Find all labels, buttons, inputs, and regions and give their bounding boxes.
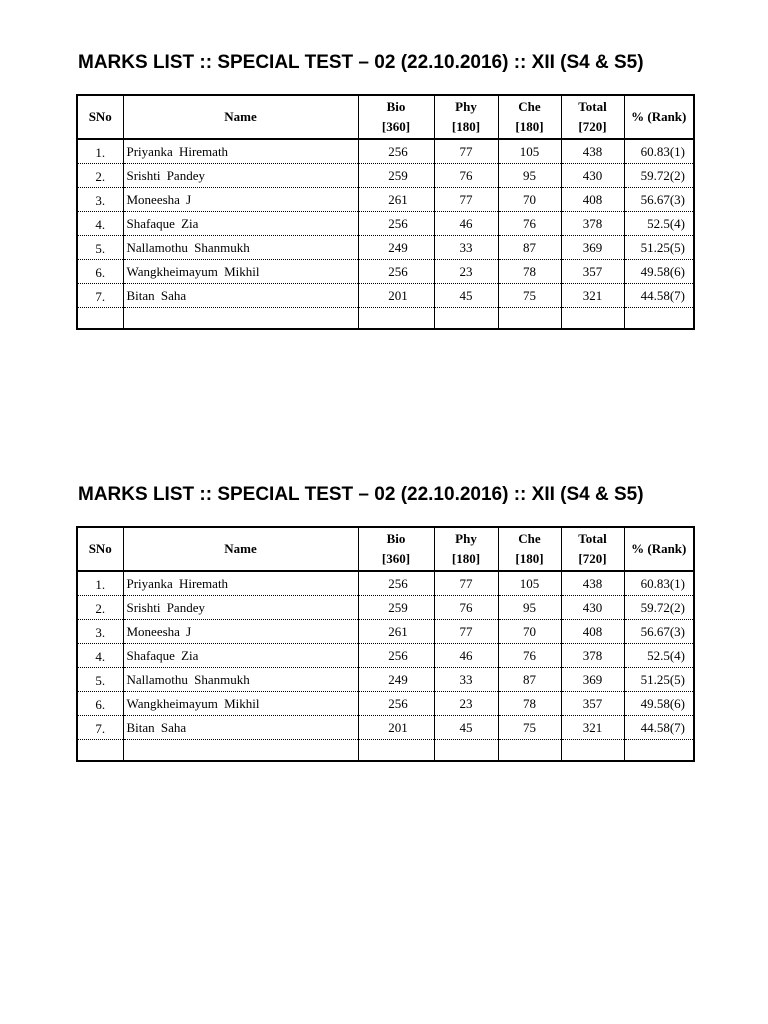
cell-pct-rank: 44.58(7) — [624, 716, 694, 740]
cell-name: Priyanka Hiremath — [123, 571, 358, 596]
table-row — [77, 716, 694, 740]
cell-phy: 45 — [434, 716, 498, 740]
cell-name: Srishti Pandey — [123, 164, 358, 188]
cell-total: 378 — [561, 212, 624, 236]
header-sno: SNo — [77, 527, 123, 571]
header-che: Che [180] — [498, 527, 561, 571]
cell-name: Shafaque Zia — [123, 212, 358, 236]
table-row — [77, 188, 694, 212]
cell-pct-rank: 56.67(3) — [624, 188, 694, 212]
cell-phy: 77 — [434, 620, 498, 644]
cell-total: 438 — [561, 571, 624, 596]
header-che: Che [180] — [498, 95, 561, 139]
cell-che: 75 — [498, 716, 561, 740]
header-total: Total [720] — [561, 95, 624, 139]
cell-phy: 45 — [434, 284, 498, 308]
table-row-blank — [77, 308, 694, 330]
table-row — [77, 212, 694, 236]
cell-total: 369 — [561, 668, 624, 692]
marks-list-block-1 — [76, 50, 693, 330]
cell-bio: 259 — [358, 596, 434, 620]
cell-phy: 77 — [434, 188, 498, 212]
cell-pct-rank: 44.58(7) — [624, 284, 694, 308]
cell-total: 430 — [561, 164, 624, 188]
cell-che: 70 — [498, 188, 561, 212]
cell-name: Priyanka Hiremath — [123, 139, 358, 164]
cell-phy: 46 — [434, 644, 498, 668]
cell-sno: 2. — [77, 596, 123, 620]
header-bio: Bio [360] — [358, 527, 434, 571]
cell-total: 430 — [561, 596, 624, 620]
header-phy: Phy [180] — [434, 527, 498, 571]
cell-sno: 7. — [77, 716, 123, 740]
cell-pct-rank: 52.5(4) — [624, 212, 694, 236]
cell-bio: 256 — [358, 139, 434, 164]
header-name: Name — [123, 95, 358, 139]
table-header-row — [77, 527, 694, 571]
header-pct-rank: % (Rank) — [624, 95, 694, 139]
cell-pct-rank: 52.5(4) — [624, 644, 694, 668]
cell-name: Moneesha J — [123, 188, 358, 212]
cell-pct-rank: 51.25(5) — [624, 668, 694, 692]
cell-bio: 261 — [358, 188, 434, 212]
header-sno: SNo — [77, 95, 123, 139]
cell-sno: 5. — [77, 668, 123, 692]
marks-table — [76, 526, 695, 762]
cell-che: 105 — [498, 139, 561, 164]
table-row-blank — [77, 740, 694, 762]
table-row — [77, 164, 694, 188]
cell-phy: 76 — [434, 164, 498, 188]
cell-sno: 2. — [77, 164, 123, 188]
table-row — [77, 596, 694, 620]
cell-sno: 3. — [77, 188, 123, 212]
table-row — [77, 644, 694, 668]
cell-total: 321 — [561, 716, 624, 740]
cell-pct-rank: 60.83(1) — [624, 139, 694, 164]
cell-pct-rank: 59.72(2) — [624, 164, 694, 188]
cell-bio: 249 — [358, 236, 434, 260]
cell-che: 70 — [498, 620, 561, 644]
cell-sno: 7. — [77, 284, 123, 308]
cell-name: Wangkheimayum Mikhil — [123, 260, 358, 284]
cell-che: 95 — [498, 596, 561, 620]
table-row — [77, 668, 694, 692]
header-phy: Phy [180] — [434, 95, 498, 139]
cell-total: 438 — [561, 139, 624, 164]
marks-list-title: MARKS LIST :: SPECIAL TEST – 02 (22.10.2016) :: XII (S4 & S5) — [78, 484, 644, 505]
cell-bio: 201 — [358, 284, 434, 308]
header-bio: Bio [360] — [358, 95, 434, 139]
cell-bio: 261 — [358, 620, 434, 644]
cell-bio: 201 — [358, 716, 434, 740]
table-row — [77, 692, 694, 716]
cell-name: Shafaque Zia — [123, 644, 358, 668]
cell-total: 408 — [561, 188, 624, 212]
cell-total: 357 — [561, 692, 624, 716]
cell-total: 369 — [561, 236, 624, 260]
cell-sno: 1. — [77, 139, 123, 164]
header-total: Total [720] — [561, 527, 624, 571]
table-row — [77, 620, 694, 644]
cell-bio: 249 — [358, 668, 434, 692]
cell-phy: 33 — [434, 668, 498, 692]
cell-pct-rank: 51.25(5) — [624, 236, 694, 260]
cell-phy: 77 — [434, 139, 498, 164]
cell-name: Nallamothu Shanmukh — [123, 236, 358, 260]
cell-phy: 23 — [434, 260, 498, 284]
marks-list-block-2 — [76, 482, 693, 762]
cell-total: 321 — [561, 284, 624, 308]
table-row — [77, 139, 694, 164]
cell-sno: 1. — [77, 571, 123, 596]
marks-table — [76, 94, 695, 330]
header-pct-rank: % (Rank) — [624, 527, 694, 571]
cell-che: 78 — [498, 260, 561, 284]
cell-total: 378 — [561, 644, 624, 668]
cell-sno: 3. — [77, 620, 123, 644]
cell-bio: 256 — [358, 644, 434, 668]
table-header-row — [77, 95, 694, 139]
cell-pct-rank: 56.67(3) — [624, 620, 694, 644]
cell-name: Nallamothu Shanmukh — [123, 668, 358, 692]
cell-che: 75 — [498, 284, 561, 308]
cell-bio: 256 — [358, 571, 434, 596]
cell-bio: 256 — [358, 260, 434, 284]
cell-che: 105 — [498, 571, 561, 596]
cell-sno: 6. — [77, 692, 123, 716]
cell-total: 357 — [561, 260, 624, 284]
cell-pct-rank: 59.72(2) — [624, 596, 694, 620]
table-row — [77, 260, 694, 284]
cell-sno: 6. — [77, 260, 123, 284]
table-row — [77, 236, 694, 260]
cell-sno: 4. — [77, 212, 123, 236]
cell-pct-rank: 60.83(1) — [624, 571, 694, 596]
cell-che: 76 — [498, 644, 561, 668]
cell-total: 408 — [561, 620, 624, 644]
cell-che: 78 — [498, 692, 561, 716]
cell-phy: 33 — [434, 236, 498, 260]
cell-phy: 77 — [434, 571, 498, 596]
cell-sno: 5. — [77, 236, 123, 260]
cell-name: Bitan Saha — [123, 284, 358, 308]
cell-che: 95 — [498, 164, 561, 188]
cell-sno: 4. — [77, 644, 123, 668]
cell-name: Bitan Saha — [123, 716, 358, 740]
cell-bio: 256 — [358, 692, 434, 716]
table-row — [77, 571, 694, 596]
cell-phy: 23 — [434, 692, 498, 716]
cell-bio: 256 — [358, 212, 434, 236]
table-row — [77, 284, 694, 308]
cell-name: Srishti Pandey — [123, 596, 358, 620]
cell-pct-rank: 49.58(6) — [624, 260, 694, 284]
cell-bio: 259 — [358, 164, 434, 188]
cell-che: 87 — [498, 668, 561, 692]
cell-phy: 76 — [434, 596, 498, 620]
cell-pct-rank: 49.58(6) — [624, 692, 694, 716]
cell-che: 76 — [498, 212, 561, 236]
cell-name: Moneesha J — [123, 620, 358, 644]
header-name: Name — [123, 527, 358, 571]
cell-name: Wangkheimayum Mikhil — [123, 692, 358, 716]
cell-phy: 46 — [434, 212, 498, 236]
marks-list-title: MARKS LIST :: SPECIAL TEST – 02 (22.10.2016) :: XII (S4 & S5) — [78, 52, 644, 73]
cell-che: 87 — [498, 236, 561, 260]
